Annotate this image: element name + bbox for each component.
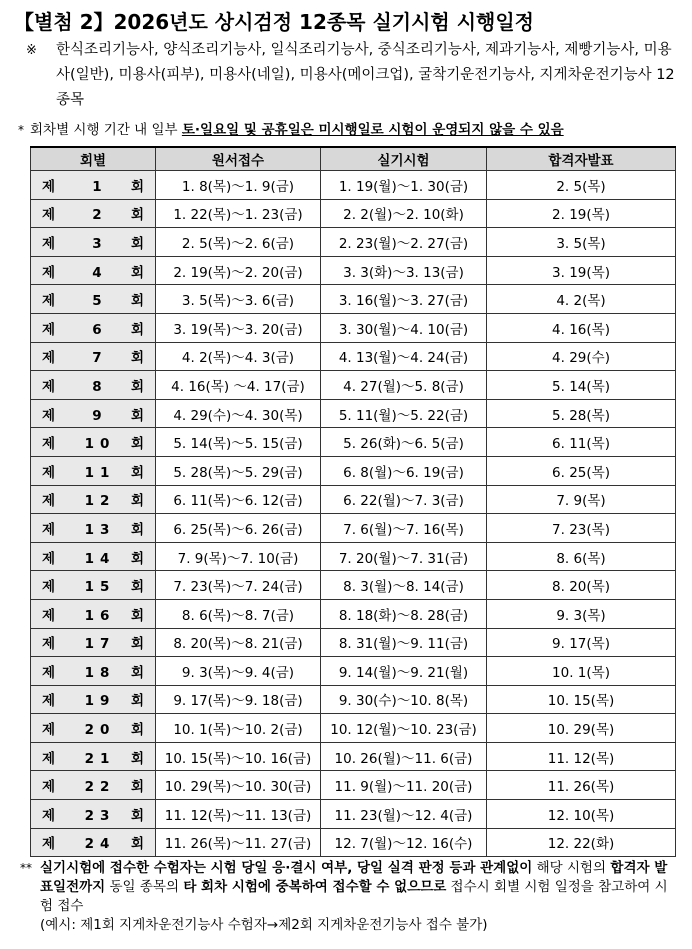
- table-row: [31, 371, 676, 400]
- apply-date-cell: 1. 8(목)～1. 9(금): [156, 171, 321, 200]
- apply-date-cell: 4. 29(수)～4. 30(목): [156, 399, 321, 428]
- round-cell: [31, 199, 156, 228]
- round-suffix: 회: [130, 579, 144, 596]
- double-asterisk-icon: **: [20, 861, 32, 875]
- round-prefix: 제: [42, 493, 56, 510]
- table-row: [31, 599, 676, 628]
- round-prefix: 제: [42, 579, 56, 596]
- apply-date-cell: 4. 2(목)～4. 3(금): [156, 342, 321, 371]
- round-cell: [31, 514, 156, 543]
- exam-date-cell: 2. 2(월)～2. 10(화): [321, 199, 487, 228]
- apply-date-cell: 11. 12(목)～11. 13(금): [156, 800, 321, 829]
- note-text-3: 접수시 회별 시험 일정을 참고하여 시험 접수: [40, 879, 668, 914]
- schedule-table: [30, 146, 676, 857]
- round-cell: [31, 657, 156, 686]
- round-cell: [31, 771, 156, 800]
- table-row: [31, 771, 676, 800]
- apply-date-cell: 5. 14(목)～5. 15(금): [156, 428, 321, 457]
- exam-date-cell: 10. 12(월)～10. 23(금): [321, 714, 487, 743]
- apply-date-cell: 2. 19(목)～2. 20(금): [156, 256, 321, 285]
- round-number: 19: [84, 693, 116, 710]
- table-row: [31, 800, 676, 829]
- table-header-row: [31, 147, 676, 171]
- round-suffix: 회: [130, 264, 144, 281]
- header-result: 합격자발표: [487, 147, 676, 171]
- round-number: 3: [92, 235, 108, 252]
- result-date-cell: 10. 15(목): [487, 685, 676, 714]
- apply-date-cell: 6. 25(목)～6. 26(금): [156, 514, 321, 543]
- duplicate-application-note: [20, 859, 680, 935]
- round-prefix: 제: [42, 436, 56, 453]
- round-number: 14: [84, 550, 116, 567]
- result-date-cell: 4. 16(목): [487, 313, 676, 342]
- round-suffix: 회: [130, 521, 144, 538]
- result-date-cell: 2. 19(목): [487, 199, 676, 228]
- table-row: [31, 714, 676, 743]
- result-date-cell: 3. 19(목): [487, 256, 676, 285]
- round-suffix: 회: [130, 722, 144, 739]
- round-number: 10: [84, 436, 116, 453]
- exam-date-cell: 8. 18(화)～8. 28(금): [321, 599, 487, 628]
- round-cell: [31, 599, 156, 628]
- schedule-body: [31, 171, 676, 857]
- result-date-cell: 9. 3(목): [487, 599, 676, 628]
- exam-date-cell: 7. 6(월)～7. 16(목): [321, 514, 487, 543]
- apply-date-cell: 7. 23(목)～7. 24(금): [156, 571, 321, 600]
- round-prefix: 제: [42, 807, 56, 824]
- round-suffix: 회: [130, 464, 144, 481]
- round-prefix: 제: [42, 464, 56, 481]
- round-cell: [31, 456, 156, 485]
- round-number: 7: [92, 350, 108, 367]
- table-row: [31, 485, 676, 514]
- table-row: [31, 685, 676, 714]
- round-number: 8: [92, 378, 108, 395]
- exam-date-cell: 3. 3(화)～3. 13(금): [321, 256, 487, 285]
- exam-date-cell: 4. 13(월)～4. 24(금): [321, 342, 487, 371]
- round-cell: [31, 542, 156, 571]
- round-prefix: 제: [42, 521, 56, 538]
- round-suffix: 회: [130, 693, 144, 710]
- round-number: 17: [84, 636, 116, 653]
- round-suffix: 회: [130, 779, 144, 796]
- round-suffix: 회: [130, 235, 144, 252]
- round-prefix: 제: [42, 321, 56, 338]
- round-cell: [31, 228, 156, 257]
- result-date-cell: 8. 6(목): [487, 542, 676, 571]
- exam-date-cell: 7. 20(월)～7. 31(금): [321, 542, 487, 571]
- apply-date-cell: 8. 6(목)～8. 7(금): [156, 599, 321, 628]
- exam-date-cell: 2. 23(월)～2. 27(금): [321, 228, 487, 257]
- exam-date-cell: 5. 26(화)～6. 5(금): [321, 428, 487, 457]
- table-row: [31, 542, 676, 571]
- round-cell: [31, 742, 156, 771]
- round-number: 15: [84, 579, 116, 596]
- table-row: [31, 571, 676, 600]
- round-number: 21: [84, 750, 116, 767]
- result-date-cell: 3. 5(목): [487, 228, 676, 257]
- round-number: 22: [84, 779, 116, 796]
- page-title: 【별첨 2】2026년도 상시검정 12종목 실기시험 시행일정: [14, 10, 534, 34]
- round-suffix: 회: [130, 636, 144, 653]
- round-suffix: 회: [130, 350, 144, 367]
- exam-date-cell: 8. 3(월)～8. 14(금): [321, 571, 487, 600]
- round-prefix: 제: [42, 607, 56, 624]
- round-prefix: 제: [42, 178, 56, 195]
- table-row: [31, 399, 676, 428]
- result-date-cell: 5. 14(목): [487, 371, 676, 400]
- result-date-cell: 11. 12(목): [487, 742, 676, 771]
- table-row: [31, 342, 676, 371]
- result-date-cell: 4. 29(수): [487, 342, 676, 371]
- round-suffix: 회: [130, 321, 144, 338]
- round-suffix: 회: [130, 178, 144, 195]
- round-cell: [31, 571, 156, 600]
- round-number: 24: [84, 836, 116, 853]
- table-row: [31, 171, 676, 200]
- exam-date-cell: 9. 30(수)～10. 8(목): [321, 685, 487, 714]
- table-row: [31, 514, 676, 543]
- round-number: 18: [84, 664, 116, 681]
- asterisk-icon: *: [18, 123, 24, 137]
- table-row: [31, 428, 676, 457]
- header-exam: 실기시험: [321, 147, 487, 171]
- round-suffix: 회: [130, 293, 144, 310]
- result-date-cell: 10. 1(목): [487, 657, 676, 686]
- apply-date-cell: 8. 20(목)～8. 21(금): [156, 628, 321, 657]
- note-text-1: 해당 시험의: [532, 860, 611, 876]
- round-number: 6: [92, 321, 108, 338]
- exam-date-cell: 10. 26(월)～11. 6(금): [321, 742, 487, 771]
- round-cell: [31, 800, 156, 829]
- exam-date-cell: 8. 31(월)～9. 11(금): [321, 628, 487, 657]
- round-prefix: 제: [42, 378, 56, 395]
- exam-date-cell: 3. 30(월)～4. 10(금): [321, 313, 487, 342]
- result-date-cell: 11. 26(목): [487, 771, 676, 800]
- apply-date-cell: 3. 5(목)～3. 6(금): [156, 285, 321, 314]
- round-cell: [31, 371, 156, 400]
- weekend-note-emphasis: 토·일요일 및 공휴일은 미시행일로 시험이 운영되지 않을 수 있음: [181, 122, 564, 138]
- apply-date-cell: 3. 19(목)～3. 20(금): [156, 313, 321, 342]
- result-date-cell: 9. 17(목): [487, 628, 676, 657]
- note-bold-2: 합격자 발표일전까지: [40, 860, 668, 895]
- note-bold-3: 타 회차 시험에 중복하여 접수할 수 없으므로: [183, 879, 447, 895]
- exam-date-cell: 9. 14(월)～9. 21(월): [321, 657, 487, 686]
- exam-date-cell: 5. 11(월)～5. 22(금): [321, 399, 487, 428]
- round-number: 5: [92, 293, 108, 310]
- round-cell: [31, 256, 156, 285]
- round-cell: [31, 485, 156, 514]
- note-example: (예시: 제1회 지게차운전기능사 수험자→제2회 지게차운전기능사 접수 불가): [40, 917, 488, 933]
- round-cell: [31, 342, 156, 371]
- weekend-note: [18, 118, 678, 138]
- round-suffix: 회: [130, 607, 144, 624]
- round-prefix: 제: [42, 664, 56, 681]
- result-date-cell: 10. 29(목): [487, 714, 676, 743]
- round-suffix: 회: [130, 836, 144, 853]
- round-prefix: 제: [42, 550, 56, 567]
- table-row: [31, 657, 676, 686]
- apply-date-cell: 6. 11(목)～6. 12(금): [156, 485, 321, 514]
- apply-date-cell: 9. 17(목)～9. 18(금): [156, 685, 321, 714]
- apply-date-cell: 2. 5(목)～2. 6(금): [156, 228, 321, 257]
- round-prefix: 제: [42, 750, 56, 767]
- round-suffix: 회: [130, 407, 144, 424]
- round-number: 9: [92, 407, 108, 424]
- apply-date-cell: 10. 1(목)～10. 2(금): [156, 714, 321, 743]
- round-suffix: 회: [130, 493, 144, 510]
- apply-date-cell: 10. 29(목)～10. 30(금): [156, 771, 321, 800]
- round-number: 4: [92, 264, 108, 281]
- round-prefix: 제: [42, 264, 56, 281]
- result-date-cell: 6. 25(목): [487, 456, 676, 485]
- round-number: 12: [84, 493, 116, 510]
- exam-date-cell: 4. 27(월)～5. 8(금): [321, 371, 487, 400]
- note-text-2: 동일 종목의: [105, 879, 184, 895]
- table-row: [31, 456, 676, 485]
- round-prefix: 제: [42, 722, 56, 739]
- table-row: [31, 828, 676, 857]
- exam-date-cell: 12. 7(월)～12. 16(수): [321, 828, 487, 857]
- result-date-cell: 2. 5(목): [487, 171, 676, 200]
- exam-date-cell: 1. 19(월)～1. 30(금): [321, 171, 487, 200]
- result-date-cell: 5. 28(목): [487, 399, 676, 428]
- apply-date-cell: 11. 26(목)～11. 27(금): [156, 828, 321, 857]
- apply-date-cell: 9. 3(목)～9. 4(금): [156, 657, 321, 686]
- table-row: [31, 628, 676, 657]
- round-suffix: 회: [130, 664, 144, 681]
- round-suffix: 회: [130, 378, 144, 395]
- subject-list-text: 한식조리기능사, 양식조리기능사, 일식조리기능사, 중식조리기능사, 제과기능사, 제빵기능사, 미용사(일반), 미용사(피부), 미용사(네일), 미용사(메이크업), 굴착기운전기능사, 지게차운전기능사 12종목: [56, 42, 675, 108]
- result-date-cell: 6. 11(목): [487, 428, 676, 457]
- table-row: [31, 199, 676, 228]
- header-apply: 원서접수: [156, 147, 321, 171]
- round-number: 20: [84, 722, 116, 739]
- round-cell: [31, 628, 156, 657]
- round-cell: [31, 685, 156, 714]
- weekend-note-prefix: 회차별 시행 기간 내 일부: [30, 122, 182, 138]
- round-number: 23: [84, 807, 116, 824]
- round-prefix: 제: [42, 350, 56, 367]
- table-row: [31, 228, 676, 257]
- result-date-cell: 7. 23(목): [487, 514, 676, 543]
- round-number: 16: [84, 607, 116, 624]
- round-prefix: 제: [42, 407, 56, 424]
- round-prefix: 제: [42, 836, 56, 853]
- round-suffix: 회: [130, 807, 144, 824]
- apply-date-cell: 10. 15(목)～10. 16(금): [156, 742, 321, 771]
- result-date-cell: 12. 10(목): [487, 800, 676, 829]
- round-cell: [31, 399, 156, 428]
- round-cell: [31, 828, 156, 857]
- result-date-cell: 7. 9(목): [487, 485, 676, 514]
- round-cell: [31, 313, 156, 342]
- round-suffix: 회: [130, 436, 144, 453]
- reference-mark-icon: ※: [26, 43, 37, 58]
- round-cell: [31, 428, 156, 457]
- round-prefix: 제: [42, 293, 56, 310]
- round-cell: [31, 171, 156, 200]
- exam-date-cell: 11. 23(월)～12. 4(금): [321, 800, 487, 829]
- round-cell: [31, 285, 156, 314]
- round-prefix: 제: [42, 207, 56, 224]
- exam-date-cell: 6. 22(월)～7. 3(금): [321, 485, 487, 514]
- duplicate-note-body: [20, 859, 680, 935]
- apply-date-cell: 5. 28(목)～5. 29(금): [156, 456, 321, 485]
- apply-date-cell: 7. 9(목)～7. 10(금): [156, 542, 321, 571]
- result-date-cell: 12. 22(화): [487, 828, 676, 857]
- round-prefix: 제: [42, 693, 56, 710]
- round-suffix: 회: [130, 550, 144, 567]
- apply-date-cell: 4. 16(목) ～4. 17(금): [156, 371, 321, 400]
- round-prefix: 제: [42, 636, 56, 653]
- round-number: 13: [84, 521, 116, 538]
- exam-date-cell: 11. 9(월)～11. 20(금): [321, 771, 487, 800]
- result-date-cell: 4. 2(목): [487, 285, 676, 314]
- round-suffix: 회: [130, 750, 144, 767]
- round-number: 11: [84, 464, 116, 481]
- round-suffix: 회: [130, 207, 144, 224]
- table-row: [31, 256, 676, 285]
- round-number: 2: [92, 207, 108, 224]
- round-number: 1: [92, 178, 108, 195]
- round-prefix: 제: [42, 779, 56, 796]
- table-row: [31, 313, 676, 342]
- exam-date-cell: 3. 16(월)～3. 27(금): [321, 285, 487, 314]
- subject-list: [26, 38, 676, 113]
- header-round: 회별: [31, 147, 156, 171]
- round-cell: [31, 714, 156, 743]
- exam-date-cell: 6. 8(월)～6. 19(금): [321, 456, 487, 485]
- table-row: [31, 285, 676, 314]
- round-prefix: 제: [42, 235, 56, 252]
- result-date-cell: 8. 20(목): [487, 571, 676, 600]
- note-bold-1: 실기시험에 접수한 수험자는 시험 당일 응·결시 여부, 당일 실격 판정 등과 관계없이: [40, 860, 533, 876]
- apply-date-cell: 1. 22(목)～1. 23(금): [156, 199, 321, 228]
- table-row: [31, 742, 676, 771]
